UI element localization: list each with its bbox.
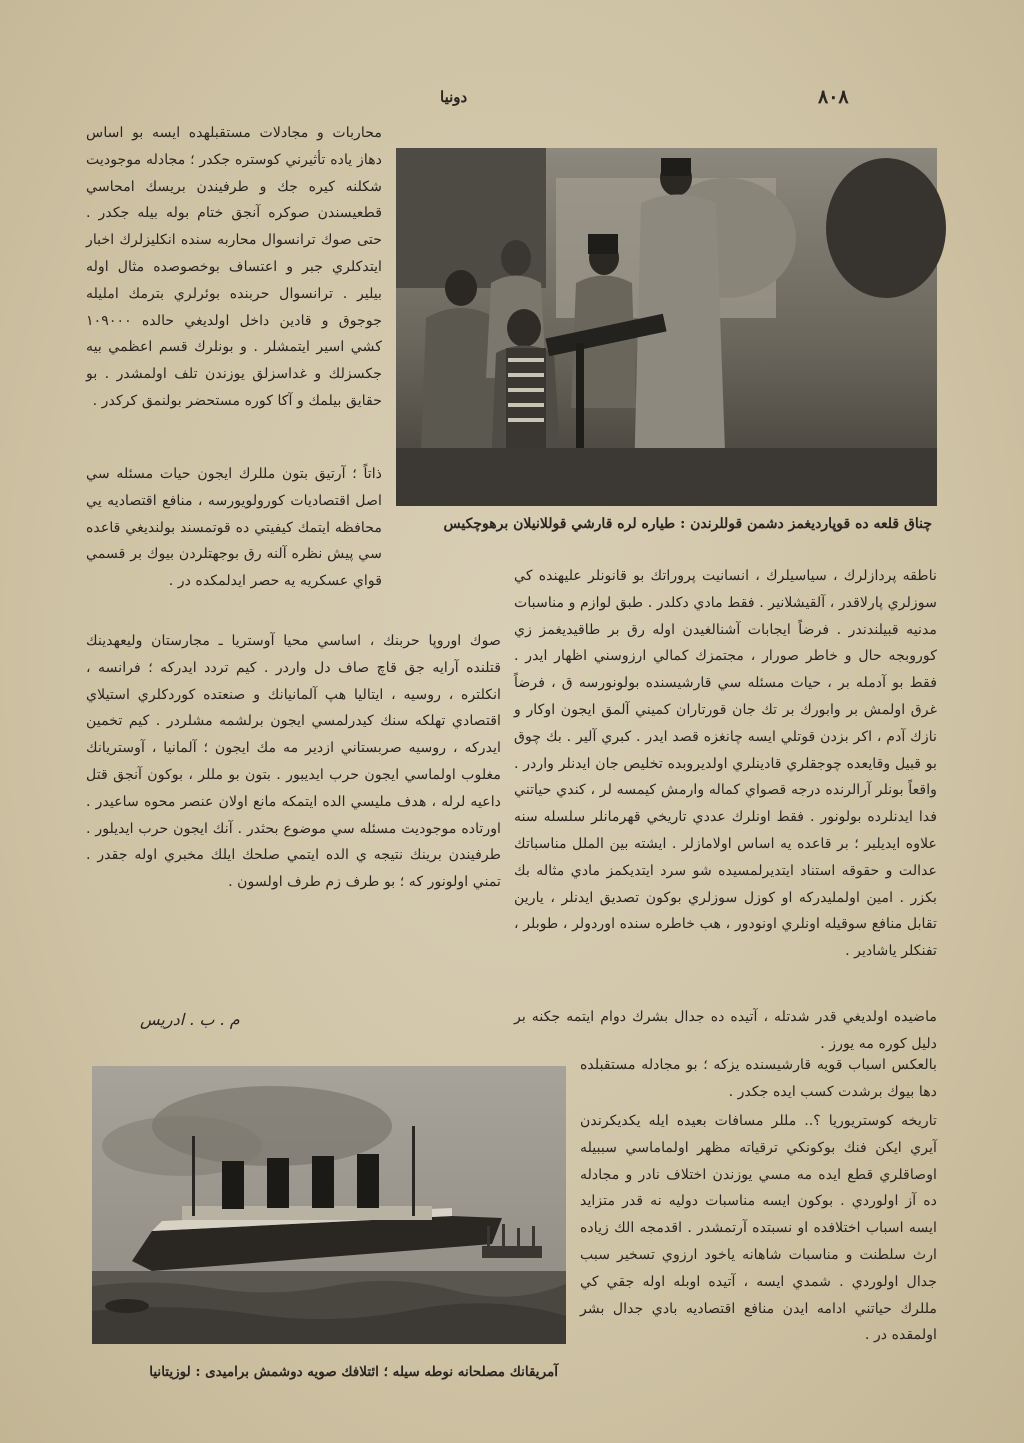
top-photo (396, 148, 937, 506)
author-signature: م . ب . ادريس (140, 1010, 240, 1029)
lusitania-ship-illustration (92, 1066, 566, 1344)
right-paragraph-3: بالعكس اسباب قويه قارشيسنده يزكه ؛ بو مجادله مستقبلده دها بيوك برشدت كسب ايده جكدر . (580, 1057, 937, 1100)
left-paragraph-2: ذاتاً ؛ آرتيق بتون مللرك ايجون حيات مسئله سي اصل اقتصاديات كورولويورسه ، منافع اقتصاديه يي محافظه ايتمك كيفيتي ده قوتمسند بولنديغي قاعده سي پيش نظره آلنه رق بوجهتلردن بيوك بر قسمي قواي عسكريه يه حصر ايدلمكده در . (86, 466, 382, 590)
right-paragraph-4: تاريخه كوستريوريا ؟.. مللر مسافات بعيده ايله يكديكرندن آيري ايكن فنك بوكونكي ترقياته مظهر اولماماسي سببيله اوصاقلري قطع ايده مه مسي يوزندن اختلاف نادر و مجادله ده آز اولوردي . بوكون ايسه مناسبات دوليه نه قدر متزايد ايسه اسباب اختلافده او نسبتده آرتمشدر . اقدمجه الك زياده ارث سلطنت و مناسبات شاهانه ياخود ارزوي تسخير سبب جدال اولوردي . شمدي ايسه ، آتيده اوبله اوله جقي كي مللرك حياتني ادامه ايدن منافع اقتصاديه بادي جدال بشر اولمقده در . (580, 1113, 937, 1344)
running-title: دونيا (440, 88, 468, 106)
left-paragraph-3: صوك اوروپا حربنك ، اساسي محيا آوستريا ـ مجارستان وليعهدينك قتلنده آرايه جق قاچ صاف دل واردر . كيم تردد ايدركه ؛ فرانسه ، انكلتره ، روسيه ، ايتاليا هپ آلمانيانك و صنعتده كوردكلري استيلاي اقتصادي تهلكه سنك كيدرلمسي ايجون برلشمه مشلردر . كيم تخمين ايدركه ، روسيه صربستاني ازدير مه مك ايجون ؛ آلمانيا ، آوستريانك مغلوب اولماسي ايجون حرب ايديبور . بتون بو مللر ، بوكون آنجق قتل داعيه لرله ، هدف مليسي الده ايتمكه مانع اولان عنصر محوه ساعيدر . اورتاده موجوديت مسئله سي موضوع بحثدر . آنك ايجون حرب ايديلور . طرفيندن برينك نتيجه ي الده ايتمي صلحك ايلك مخبري اوله جقدر . تمني اولونور كه ؛ بو طرف زم طرف اولسون . (86, 633, 501, 891)
right-paragraph-1: ناطقه پردازلرك ، سياسيلرك ، انسانيت پروراتك بو قانونلر عليهنده كي سوزلري پارلاقدر ، آلقيشلانير . فقط مادي دكلدر . طبق لوازم و مناسبات مدنيه قبيلندندر . فرضاً ايجابات آشنالغيدن اوله رق بر طاقيديغمز زي كوروبجه حال و خاطر صورار ، مجتمزك كمالي ارزوسني اظهار ايدر . فقط بو آدمله بر ، حيات مسئله سي قارشيسنده بولونورسه ق ، فرضاً غرق اولمش بر وابورك بر تك جان قورتاران كميني آلمق ايجون اوكار و نازك آدم ، اكر بزدن قوتلي ايسه چانغزه قصد ايدر . كبري آلير . بك چوق بو قبيل وقايعده چوجقلري قادينلري اولديروبده تخليص جان ايدنلر واردر . واقعاً بونلر آرالرنده درجه قصواي كماله وارمش كيمسه لر ، كندي حياتني فدا ايدنلرده بولونور . فقط اونلرك عددي تاريخي قهرمانلر سلسله سنه علاوه ايديلير ؛ بر قاعده يه اساس اولامازلر . ايشته بين الملل مناسباتك عدالت و حقوقه استناد ايتديرلمسيده شو سرد ايتديكمز مادي مثاله بك بكزر . امين اولمليدركه او كوزل سوزلري بوكون تصديق ايدنلر ، يارين تقابل منافع سوقيله اونلري اونودور ، هب خاطره سنده اوردولر ، طوبلر ، تفنكلر ياشادير . (514, 568, 937, 960)
left-paragraph-1: محاربات و مجادلات مستقبلهده ايسه بو اساس دهاز ياده تأثيرني كوستره جكدر ؛ مجادله موجوديت شكلنه كيره جك و طرفيندن بريسك امحاسي قطعيسندن صوكره آنجق ختام بوله بيله جكدر . حتى صوك ترانسوال محاربه سنده انكليزلرك اخبار ايتدكلري جبر و اعتساف بوخصوصده مثال اوله بيلير . ترانسوال حربنده بوئرلري بترمك امليله جوجوق و قادين داخل اولديغي حالده ١٠٩٠٠٠ كشي اسير ايتمشلر . و بونلرك قسم اعظمي بيه جكسزلك و غداسزلق يوزندن تلف اولمشدر . بو حقايق بيلمك و آكا كوره مستحضر بولنمق كركدر . (86, 125, 382, 409)
right-paragraph-2: ماضيده اولديغي قدر شدتله ، آتيده ده جدال بشرك دوام ايتمه جكنه بر دليل كوره مه يورز . (514, 1009, 937, 1052)
top-photo-caption: چناق قلعه ده قوپارديغمز دشمن قوللرندن : طياره لره قارشي قوللانيلان برهوچكيس (443, 516, 932, 532)
left-paragraph-2-cont (250, 566, 500, 616)
page-number: ٨٠٨ (818, 86, 849, 108)
bottom-photo-caption: آمريقانك مصلحانه نوطه سيله ؛ ائتلافك صويه دوشمش برامیدی : لوزيتانيا (149, 1364, 558, 1380)
bottom-photo (92, 1066, 566, 1344)
soldiers-with-machine-gun-illustration (396, 148, 937, 506)
